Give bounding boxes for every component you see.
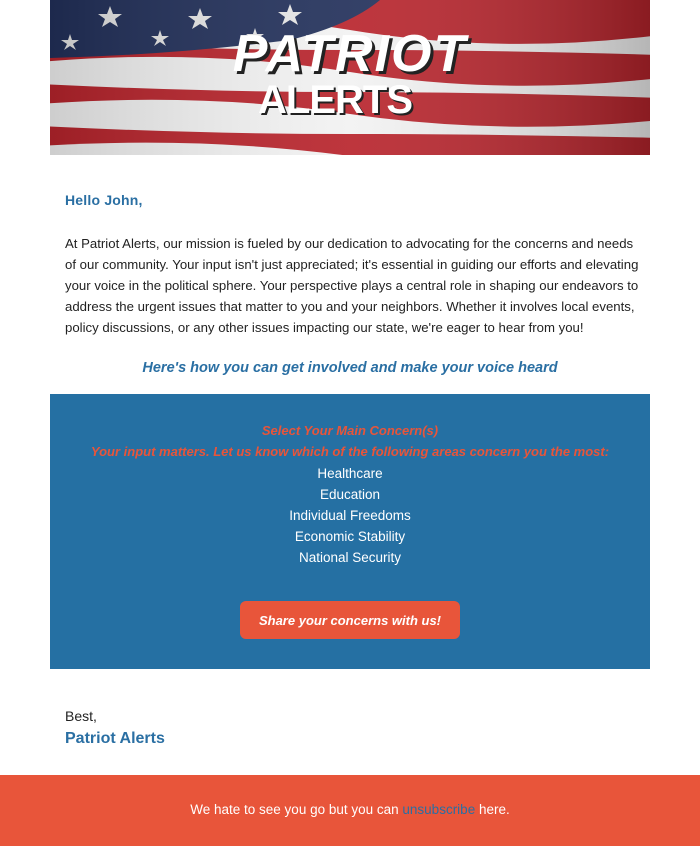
footer-text-after: here.: [475, 802, 510, 817]
sender-name: Patriot Alerts: [65, 730, 165, 747]
concern-item-individual-freedoms: Individual Freedoms: [289, 508, 411, 523]
concern-item-education: Education: [319, 487, 381, 502]
greeting: Hello John,: [65, 192, 143, 208]
logo-word-patriot: PATRIOT: [232, 25, 468, 83]
logo-word-alerts: ALERTS: [258, 78, 412, 122]
concern-item-economic-stability: Economic Stability: [294, 529, 406, 544]
unsubscribe-link[interactable]: unsubscribe: [402, 802, 476, 817]
cta-heading: Here's how you can get involved and make your voice heard: [142, 360, 558, 376]
concern-item-national-security: National Security: [298, 550, 402, 565]
concern-list: [50, 463, 650, 568]
header-banner: [50, 0, 650, 155]
footer-text: [0, 802, 700, 817]
concern-subtitle: Your input matters. Let us know which of the following areas concern you the most:: [90, 444, 610, 459]
share-concerns-button[interactable]: Share your concerns with us!: [240, 601, 460, 639]
concern-item-healthcare: Healthcare: [317, 466, 383, 481]
patriot-alerts-logo: [50, 25, 650, 122]
footer: [0, 775, 700, 846]
concern-title: Select Your Main Concern(s): [261, 423, 439, 438]
signoff: Best,: [65, 708, 97, 724]
concern-panel: [50, 394, 650, 669]
intro-paragraph: At Patriot Alerts, our mission is fueled by our dedication to advocating for the concerns and needs of our community. Your input isn't just appreciated; it's essential in guiding our efforts and elevating your voice in the political sphere. Your perspective plays a central role in shaping our endeavors to address the urgent issues that matter to you and your neighbors. Whether it involves local events, policy discussions, or any other issues impacting our state, we're eager to hear from you!: [65, 236, 639, 335]
footer-text-before: We hate to see you go but you can: [190, 802, 403, 817]
